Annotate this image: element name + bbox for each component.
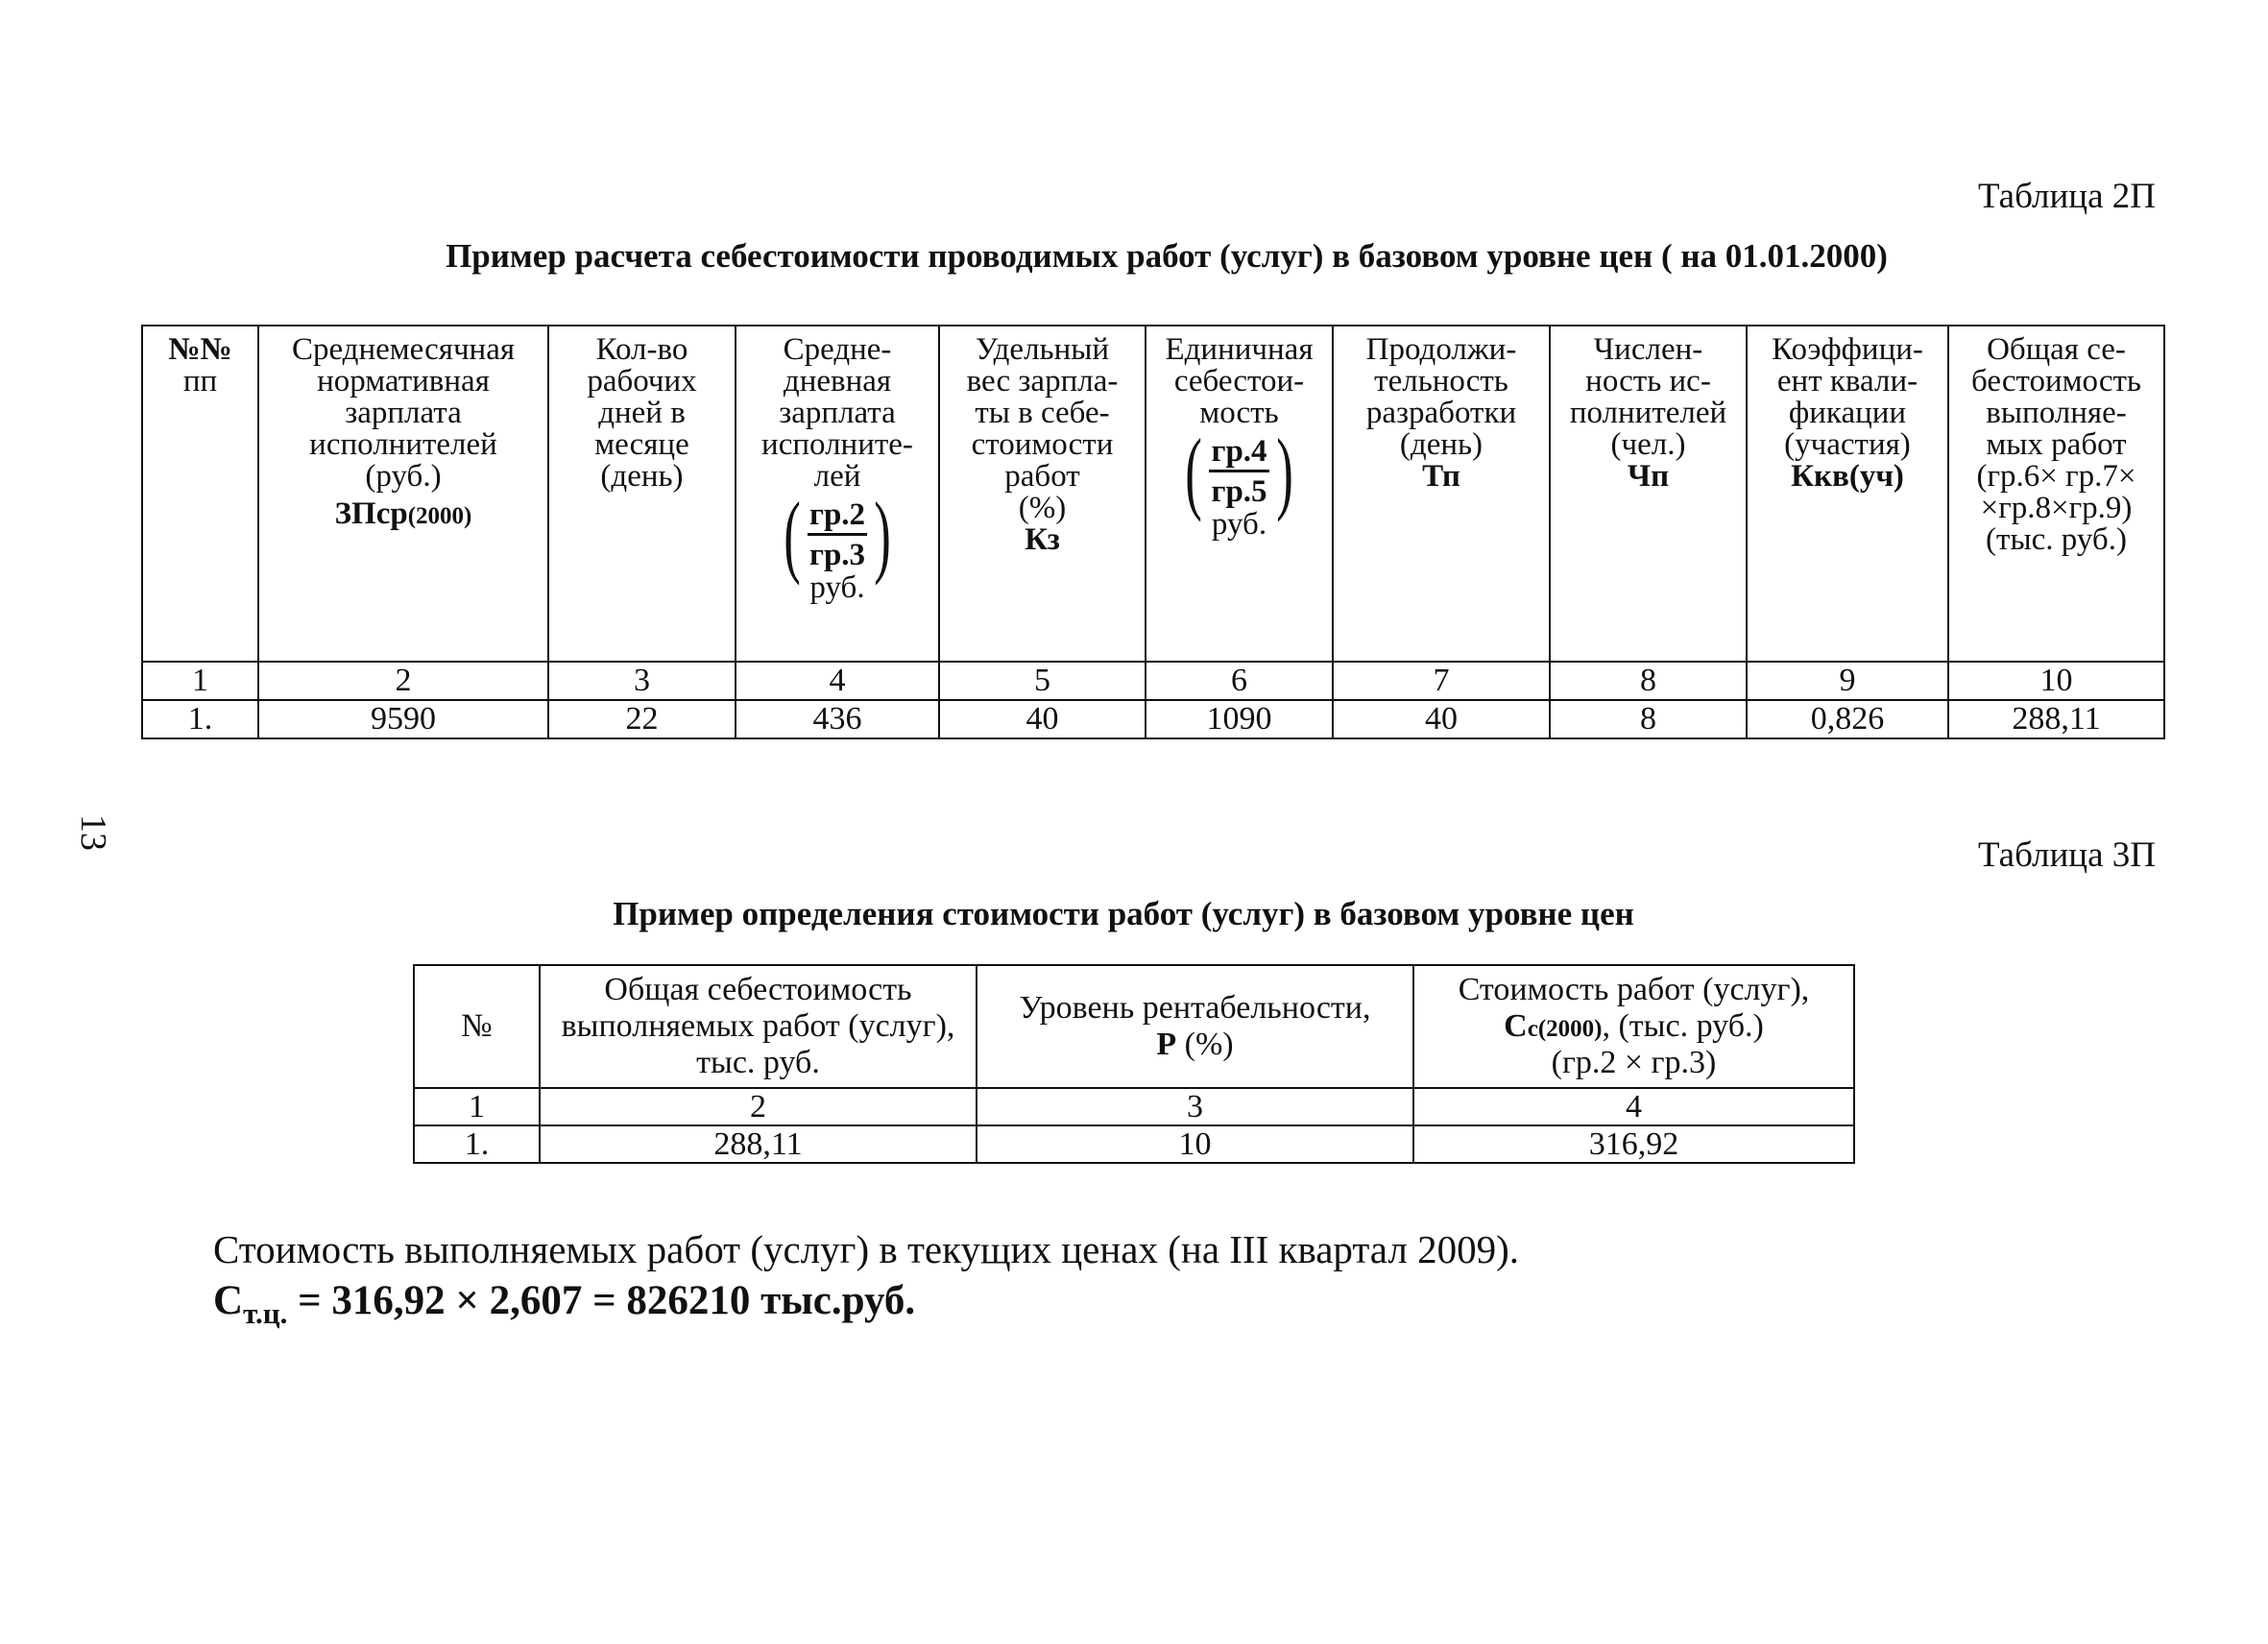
cost-formula: $С_{т.ц.} = 316,92 \times 2,607 = 826210$ тыс.руб. <box>213 1278 916 1330</box>
column-number: 8 <box>1550 662 1747 700</box>
price-table <box>413 964 1855 1164</box>
page-number: 13 <box>73 814 113 851</box>
column-number: 6 <box>1146 662 1333 700</box>
table-cell: 1090 <box>1146 700 1333 738</box>
column-number: 9 <box>1747 662 1948 700</box>
table-cell: 316,92 <box>1413 1125 1854 1163</box>
column-number: 2 <box>540 1088 977 1125</box>
header-duration: Продолжи- тельность разработки (день) Тп <box>1333 326 1550 662</box>
table-row <box>414 1125 1854 1163</box>
table-cell: 0,826 <box>1747 700 1948 738</box>
header-row <box>414 965 1854 1088</box>
column-number: 1 <box>142 662 258 700</box>
table-cell: 1. <box>142 700 258 738</box>
header-number: № <box>414 965 540 1088</box>
header-avg-monthly-salary: Среднемесячная нормативная зарплата исполнителей (руб.) ЗПср(2000) <box>258 326 548 662</box>
fraction-gr4-gr5: ( $\frac{гр.4}{гр.5}$ ) <box>1185 420 1293 522</box>
header-total-cost: Общая себестоимость выполняемых работ (услуг), тыс. руб. <box>540 965 977 1088</box>
current-price-text: Стоимость выполняемых работ (услуг) в текущих ценах (на III квартал 2009). <box>213 1227 1519 1271</box>
header-staff-count: Числен- ность ис- полнителей (чел.) Чп <box>1550 326 1747 662</box>
fraction-gr2-gr3: ( $\frac{гр.2}{гр.3}$ ) <box>784 483 891 586</box>
table-cell: 9590 <box>258 700 548 738</box>
column-number: 4 <box>1413 1088 1854 1125</box>
table3-label: Таблица 3П <box>1978 835 2156 875</box>
table2-label: Таблица 2П <box>1978 177 2156 216</box>
table-cell: 40 <box>939 700 1146 738</box>
header-unit-cost: Единичная себестои- мость ( $\frac{гр.4}{гр.5}$ ) руб. <box>1146 326 1333 662</box>
table-cell: 22 <box>548 700 736 738</box>
column-number: 10 <box>1948 662 2164 700</box>
column-number: 3 <box>548 662 736 700</box>
table2-caption: Пример расчета себестоимости проводимых работ (услуг) в базовом уровне цен ( на 01.01.2000) <box>446 237 1888 275</box>
header-profitability: Уровень рентабельности, Р (%) <box>977 965 1413 1088</box>
table-cell: 1. <box>414 1125 540 1163</box>
header-total-cost: Общая се- бестоимость выполняе- мых работ (гр.6× гр.7× ×гр.8×гр.9) (тыс. руб.) <box>1948 326 2164 662</box>
header-daily-salary: Средне- дневная зарплата исполните- лей ( $\frac{гр.2}{гр.3}$ ) руб. <box>736 326 939 662</box>
column-number-row <box>142 662 2164 700</box>
column-number: 3 <box>977 1088 1413 1125</box>
table-cell: 288,11 <box>1948 700 2164 738</box>
table-cell: 288,11 <box>540 1125 977 1163</box>
cost-table <box>141 325 2165 739</box>
table-cell: 436 <box>736 700 939 738</box>
column-number-row <box>414 1088 1854 1125</box>
table-cell: 40 <box>1333 700 1550 738</box>
table-cell: 10 <box>977 1125 1413 1163</box>
header-working-days: Кол-во рабочих дней в месяце (день) <box>548 326 736 662</box>
column-number: 5 <box>939 662 1146 700</box>
column-number: 2 <box>258 662 548 700</box>
header-row <box>142 326 2164 662</box>
column-number: 1 <box>414 1088 540 1125</box>
header-work-price: Стоимость работ (услуг), Сс(2000), (тыс. руб.) (гр.2 × гр.3) <box>1413 965 1854 1088</box>
column-number: 7 <box>1333 662 1550 700</box>
header-qualification-coefficient: Коэффици- ент квали- фикации (участия) Ккв(уч) <box>1747 326 1948 662</box>
header-salary-share: Удельный вес зарпла- ты в себе- стоимости работ (%) Кз <box>939 326 1146 662</box>
table3-caption: Пример определения стоимости работ (услуг) в базовом уровне цен <box>613 895 1634 932</box>
table-cell: 8 <box>1550 700 1747 738</box>
header-number: №№ пп <box>142 326 258 662</box>
column-number: 4 <box>736 662 939 700</box>
table-row <box>142 700 2164 738</box>
